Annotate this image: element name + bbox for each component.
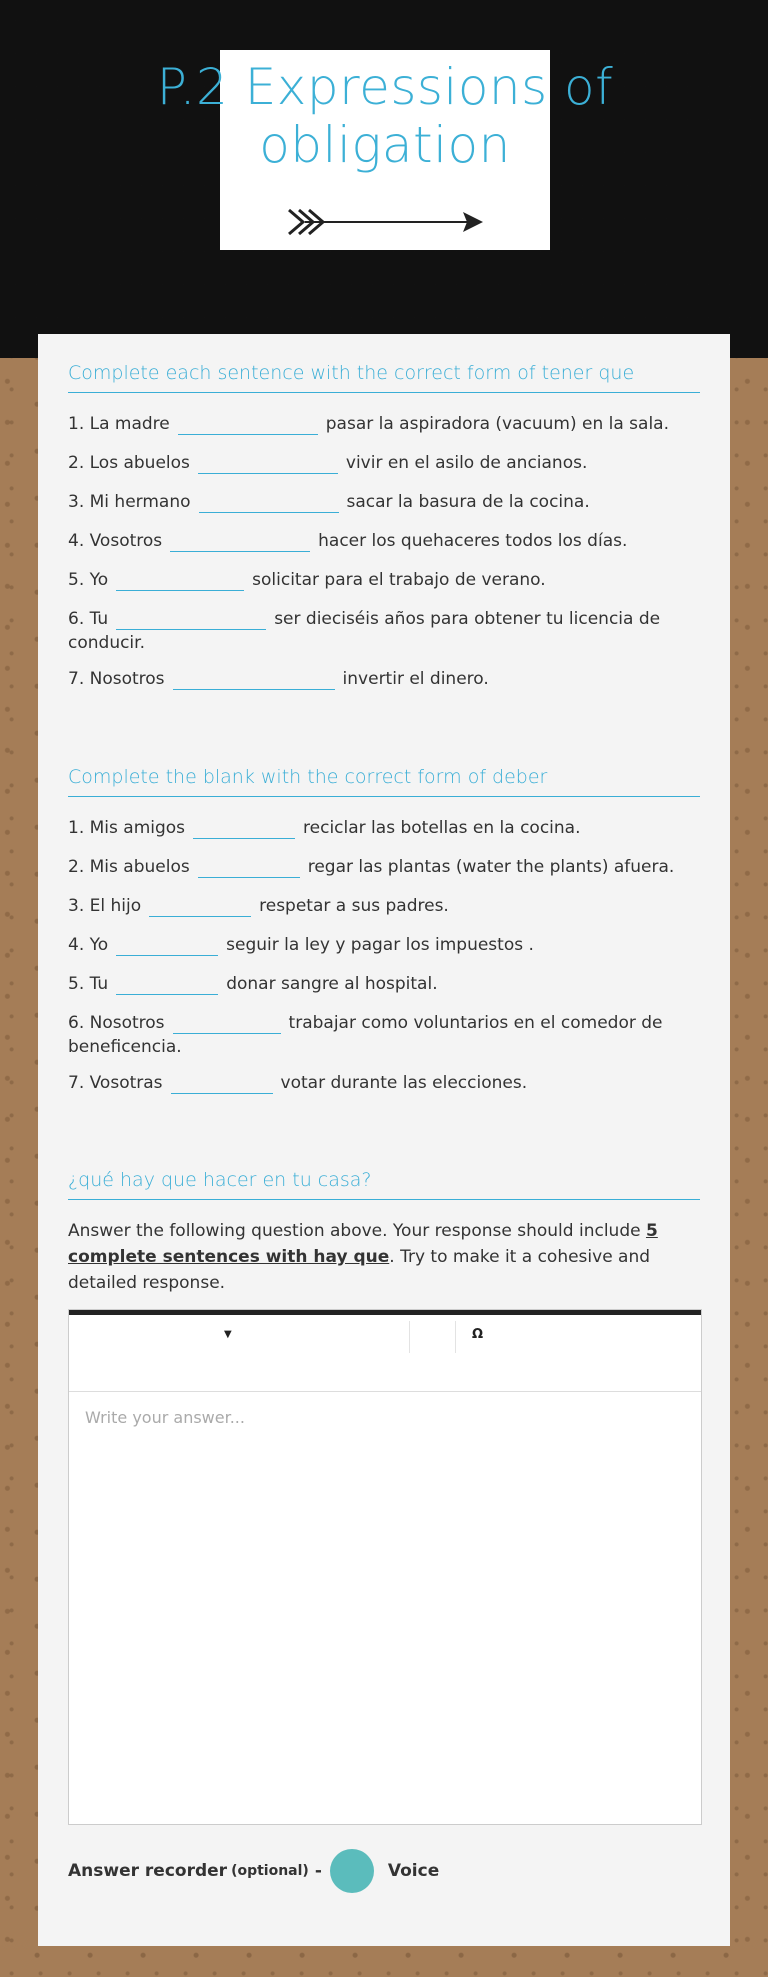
recorder-optional-label: (optional): [231, 1863, 309, 1879]
page-title: [130, 58, 640, 174]
editor-toolbar: [69, 1310, 701, 1392]
answer-blank[interactable]: [198, 857, 300, 878]
recorder-dash: -: [314, 1861, 322, 1881]
open-response-prompt: [68, 1218, 700, 1296]
question-end: trabajar como voluntarios en el comedor de beneficencia.: [68, 1013, 663, 1057]
question-end: votar durante las elecciones.: [280, 1073, 528, 1093]
question-row: [68, 607, 700, 655]
section-1-questions: [68, 412, 700, 706]
question-start: 4. Vosotros: [68, 531, 163, 551]
toolbar-divider: [409, 1321, 410, 1353]
question-row: [68, 933, 700, 957]
question-row: [68, 490, 700, 514]
section-3-title: ¿qué hay que hacer en tu casa?: [68, 1169, 700, 1200]
answer-blank[interactable]: [171, 1073, 273, 1094]
question-end: hacer los quehaceres todos los días.: [318, 531, 628, 551]
question-end: vivir en el asilo de ancianos.: [345, 453, 588, 473]
answer-recorder: [68, 1849, 439, 1893]
question-end: reciclar las botellas en la cocina.: [303, 818, 581, 838]
answer-blank[interactable]: [198, 453, 338, 474]
header-banner: [0, 0, 768, 358]
question-start: 6. Tu: [68, 609, 109, 629]
prompt-text-1: Answer the following question above. Your response should include: [68, 1221, 646, 1241]
question-start: 5. Tu: [68, 974, 109, 994]
question-end: sacar la basura de la cocina.: [346, 492, 590, 512]
question-row: [68, 1011, 700, 1059]
answer-blank[interactable]: [116, 570, 244, 591]
prompt-text-2: . Try to make it a cohesive and detailed response.: [68, 1247, 651, 1293]
question-end: invertir el dinero.: [342, 669, 489, 689]
title-line-2: obligation: [259, 116, 511, 174]
question-row: [68, 816, 700, 840]
question-row: [68, 855, 700, 879]
arrow-icon: [285, 204, 485, 240]
worksheet-card: [38, 334, 730, 1946]
section-1-title: Complete each sentence with the correct form of tener que: [68, 362, 700, 393]
answer-blank[interactable]: [116, 609, 266, 630]
special-character-button[interactable]: Ω: [472, 1327, 484, 1342]
question-row: [68, 894, 700, 918]
question-start: 6. Nosotros: [68, 1013, 165, 1033]
question-end: donar sangre al hospital.: [226, 974, 438, 994]
section-2-questions: [68, 816, 700, 1110]
question-start: 3. Mi hermano: [68, 492, 191, 512]
question-end: pasar la aspiradora (vacuum) en la sala.: [325, 414, 669, 434]
toolbar-divider: [455, 1321, 456, 1353]
answer-blank[interactable]: [173, 669, 335, 690]
question-row: [68, 568, 700, 592]
question-start: 3. El hijo: [68, 896, 142, 916]
answer-textarea[interactable]: [69, 1392, 701, 1822]
question-start: 2. Mis abuelos: [68, 857, 190, 877]
prompt-bold-requirement: 5 complete sentences with hay que: [68, 1221, 658, 1267]
answer-editor: [68, 1309, 702, 1825]
question-row: [68, 972, 700, 996]
voice-label: Voice: [387, 1861, 440, 1881]
question-end: regar las plantas (water the plants) afuera.: [307, 857, 675, 877]
question-start: 1. La madre: [68, 414, 170, 434]
question-end: solicitar para el trabajo de verano.: [252, 570, 546, 590]
question-end: ser dieciséis años para obtener tu licencia de conducir.: [68, 609, 661, 653]
question-row: [68, 451, 700, 475]
answer-blank[interactable]: [170, 531, 310, 552]
question-end: seguir la ley y pagar los impuestos .: [226, 935, 534, 955]
question-row: [68, 1071, 700, 1095]
answer-blank[interactable]: [149, 896, 251, 917]
voice-record-button[interactable]: [330, 1849, 374, 1893]
question-start: 7. Nosotros: [68, 669, 165, 689]
answer-blank[interactable]: [173, 1013, 281, 1034]
question-row: [68, 412, 700, 436]
question-row: [68, 529, 700, 553]
question-start: 5. Yo: [68, 570, 109, 590]
question-start: 2. Los abuelos: [68, 453, 190, 473]
answer-blank[interactable]: [193, 818, 295, 839]
recorder-label: Answer recorder: [68, 1861, 228, 1881]
question-start: 4. Yo: [68, 935, 109, 955]
question-row: [68, 667, 700, 691]
format-dropdown-caret-icon[interactable]: ▼: [224, 1329, 232, 1340]
answer-blank[interactable]: [199, 492, 339, 513]
answer-blank[interactable]: [116, 935, 218, 956]
question-end: respetar a sus padres.: [259, 896, 449, 916]
section-2-title: Complete the blank with the correct form of deber: [68, 766, 700, 797]
answer-blank[interactable]: [116, 974, 218, 995]
question-start: 7. Vosotras: [68, 1073, 163, 1093]
title-line-1: P.2 Expressions of: [156, 58, 614, 116]
answer-blank[interactable]: [178, 414, 318, 435]
question-start: 1. Mis amigos: [68, 818, 186, 838]
